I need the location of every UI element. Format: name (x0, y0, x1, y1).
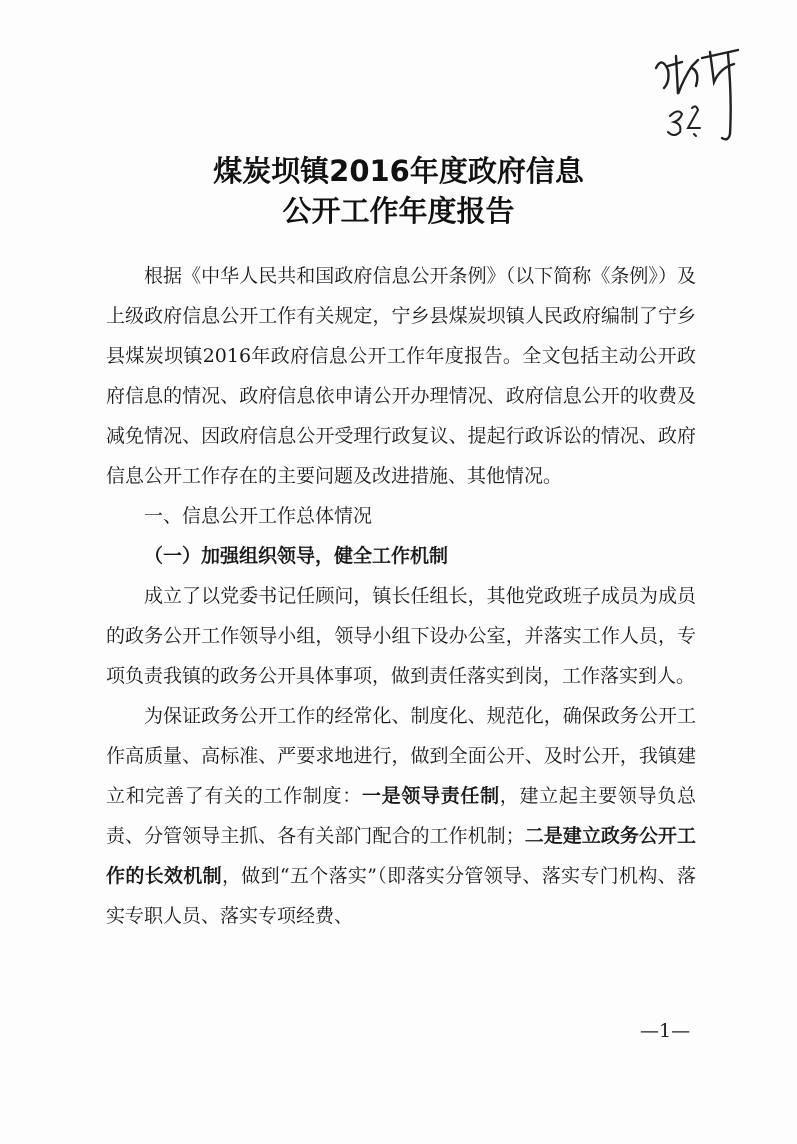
document-title-line1: 煤炭坝镇2016年度政府信息 (213, 154, 584, 188)
subsection1-heading: （一）加强组织领导，健全工作机制 (144, 545, 449, 567)
paragraph-2-text-a: 为保证政务公开工作的经常化、制度化、规范化，确保政务公开工作高质量、高标准、严要求地进行，做到全面公开、及时公开，我镇建立和完善了有关的工作制度： (106, 705, 696, 807)
intro-paragraph: 根据《中华人民共和国政府信息公开条例》（以下简称《条例》）及上级政府信息公开工作有关规定，宁乡县煤炭坝镇人民政府编制了宁乡县煤炭坝镇2016年政府信息公开工作年度报告。全文包括主动公开政府信息的情况、政府信息依申请公开办理情况、政府信息公开的收费及减免情况、因政府信息公开受理行政复议、提起行政诉讼的情况、政府信息公开工作存在的主要问题及改进措施、其他情况。 (106, 265, 696, 487)
section1-heading: 一、信息公开工作总体情况 (144, 505, 373, 527)
handwritten-signature (648, 38, 748, 148)
paragraph-2-text-c: ，做到“五个落实”（即落实分管领导、落实专门机构、落实专职人员、落实专项经费、 (106, 865, 696, 927)
paragraph-2 (106, 696, 696, 936)
page-number: —1— (640, 1020, 691, 1042)
paragraph-2-bold-a: 一是领导责任制 (361, 785, 500, 807)
paragraph-2-text-b: ，建立起主要领导负总责、分管领导主抓、各有关部门配合的工作机制； (106, 785, 696, 847)
paragraph-1: 成立了以党委书记任顾问，镇长任组长，其他党政班子成员为成员的政务公开工作领导小组，领导小组下设办公室，并落实工作人员，专项负责我镇的政务公开具体事项，做到责任落实到岗，工作落实到人。 (106, 585, 696, 687)
document-title-line2: 公开工作年度报告 (282, 194, 515, 228)
paragraph-2-bold-b: 二是建立政务公开工作的长效机制 (106, 825, 696, 887)
document-body (106, 256, 696, 936)
